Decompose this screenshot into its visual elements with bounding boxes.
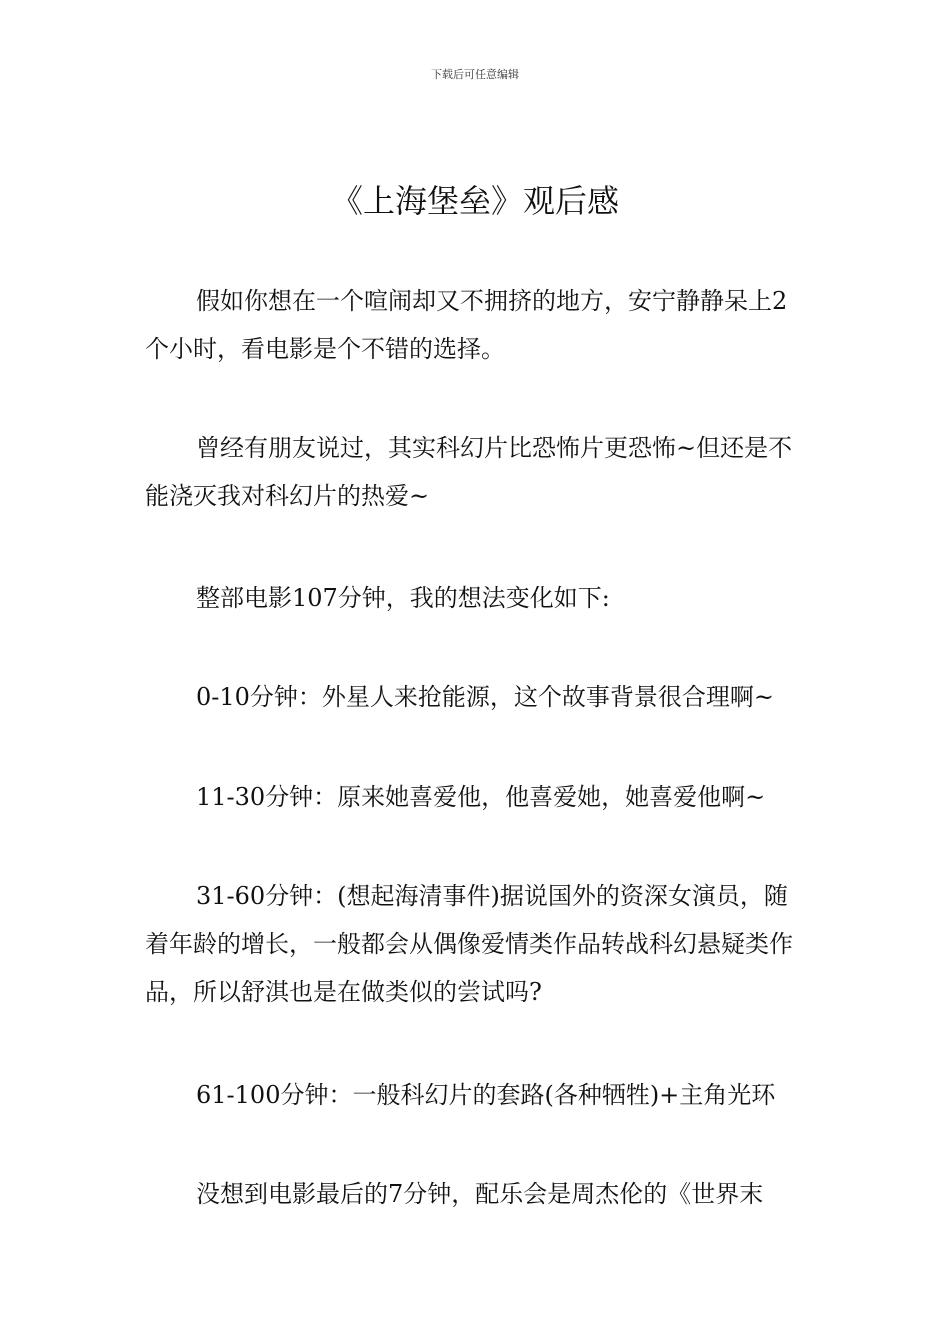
paragraph: 曾经有朋友说过，其实科幻片比恐怖片更恐怖~但还是不能浇灭我对科幻片的热爱~ [145, 434, 793, 510]
paragraph: 11-30分钟：原来她喜爱他，他喜爱她，她喜爱他啊~ [196, 783, 766, 811]
paragraph: 31-60分钟：(想起海清事件)据说国外的资深女演员，随着年龄的增长，一般都会从偶像爱情类作品转战科幻悬疑类作品，所以舒淇也是在做类似的尝试吗? [145, 882, 793, 1006]
paragraph: 0-10分钟：外星人来抢能源，这个故事背景很合理啊~ [196, 683, 775, 711]
header-note: 下载后可任意编辑 [431, 68, 519, 81]
document-title: 《上海堡垒》观后感 [330, 182, 619, 220]
paragraph: 假如你想在一个喧闹却又不拥挤的地方，安宁静静呆上2个小时，看电影是个不错的选择。 [145, 287, 788, 363]
paragraph: 61-100分钟：一般科幻片的套路(各种牺牲)+主角光环 [196, 1081, 776, 1109]
paragraph: 整部电影107分钟，我的想法变化如下: [196, 584, 610, 612]
paragraph: 没想到电影最后的7分钟，配乐会是周杰伦的《世界末 [196, 1180, 764, 1208]
